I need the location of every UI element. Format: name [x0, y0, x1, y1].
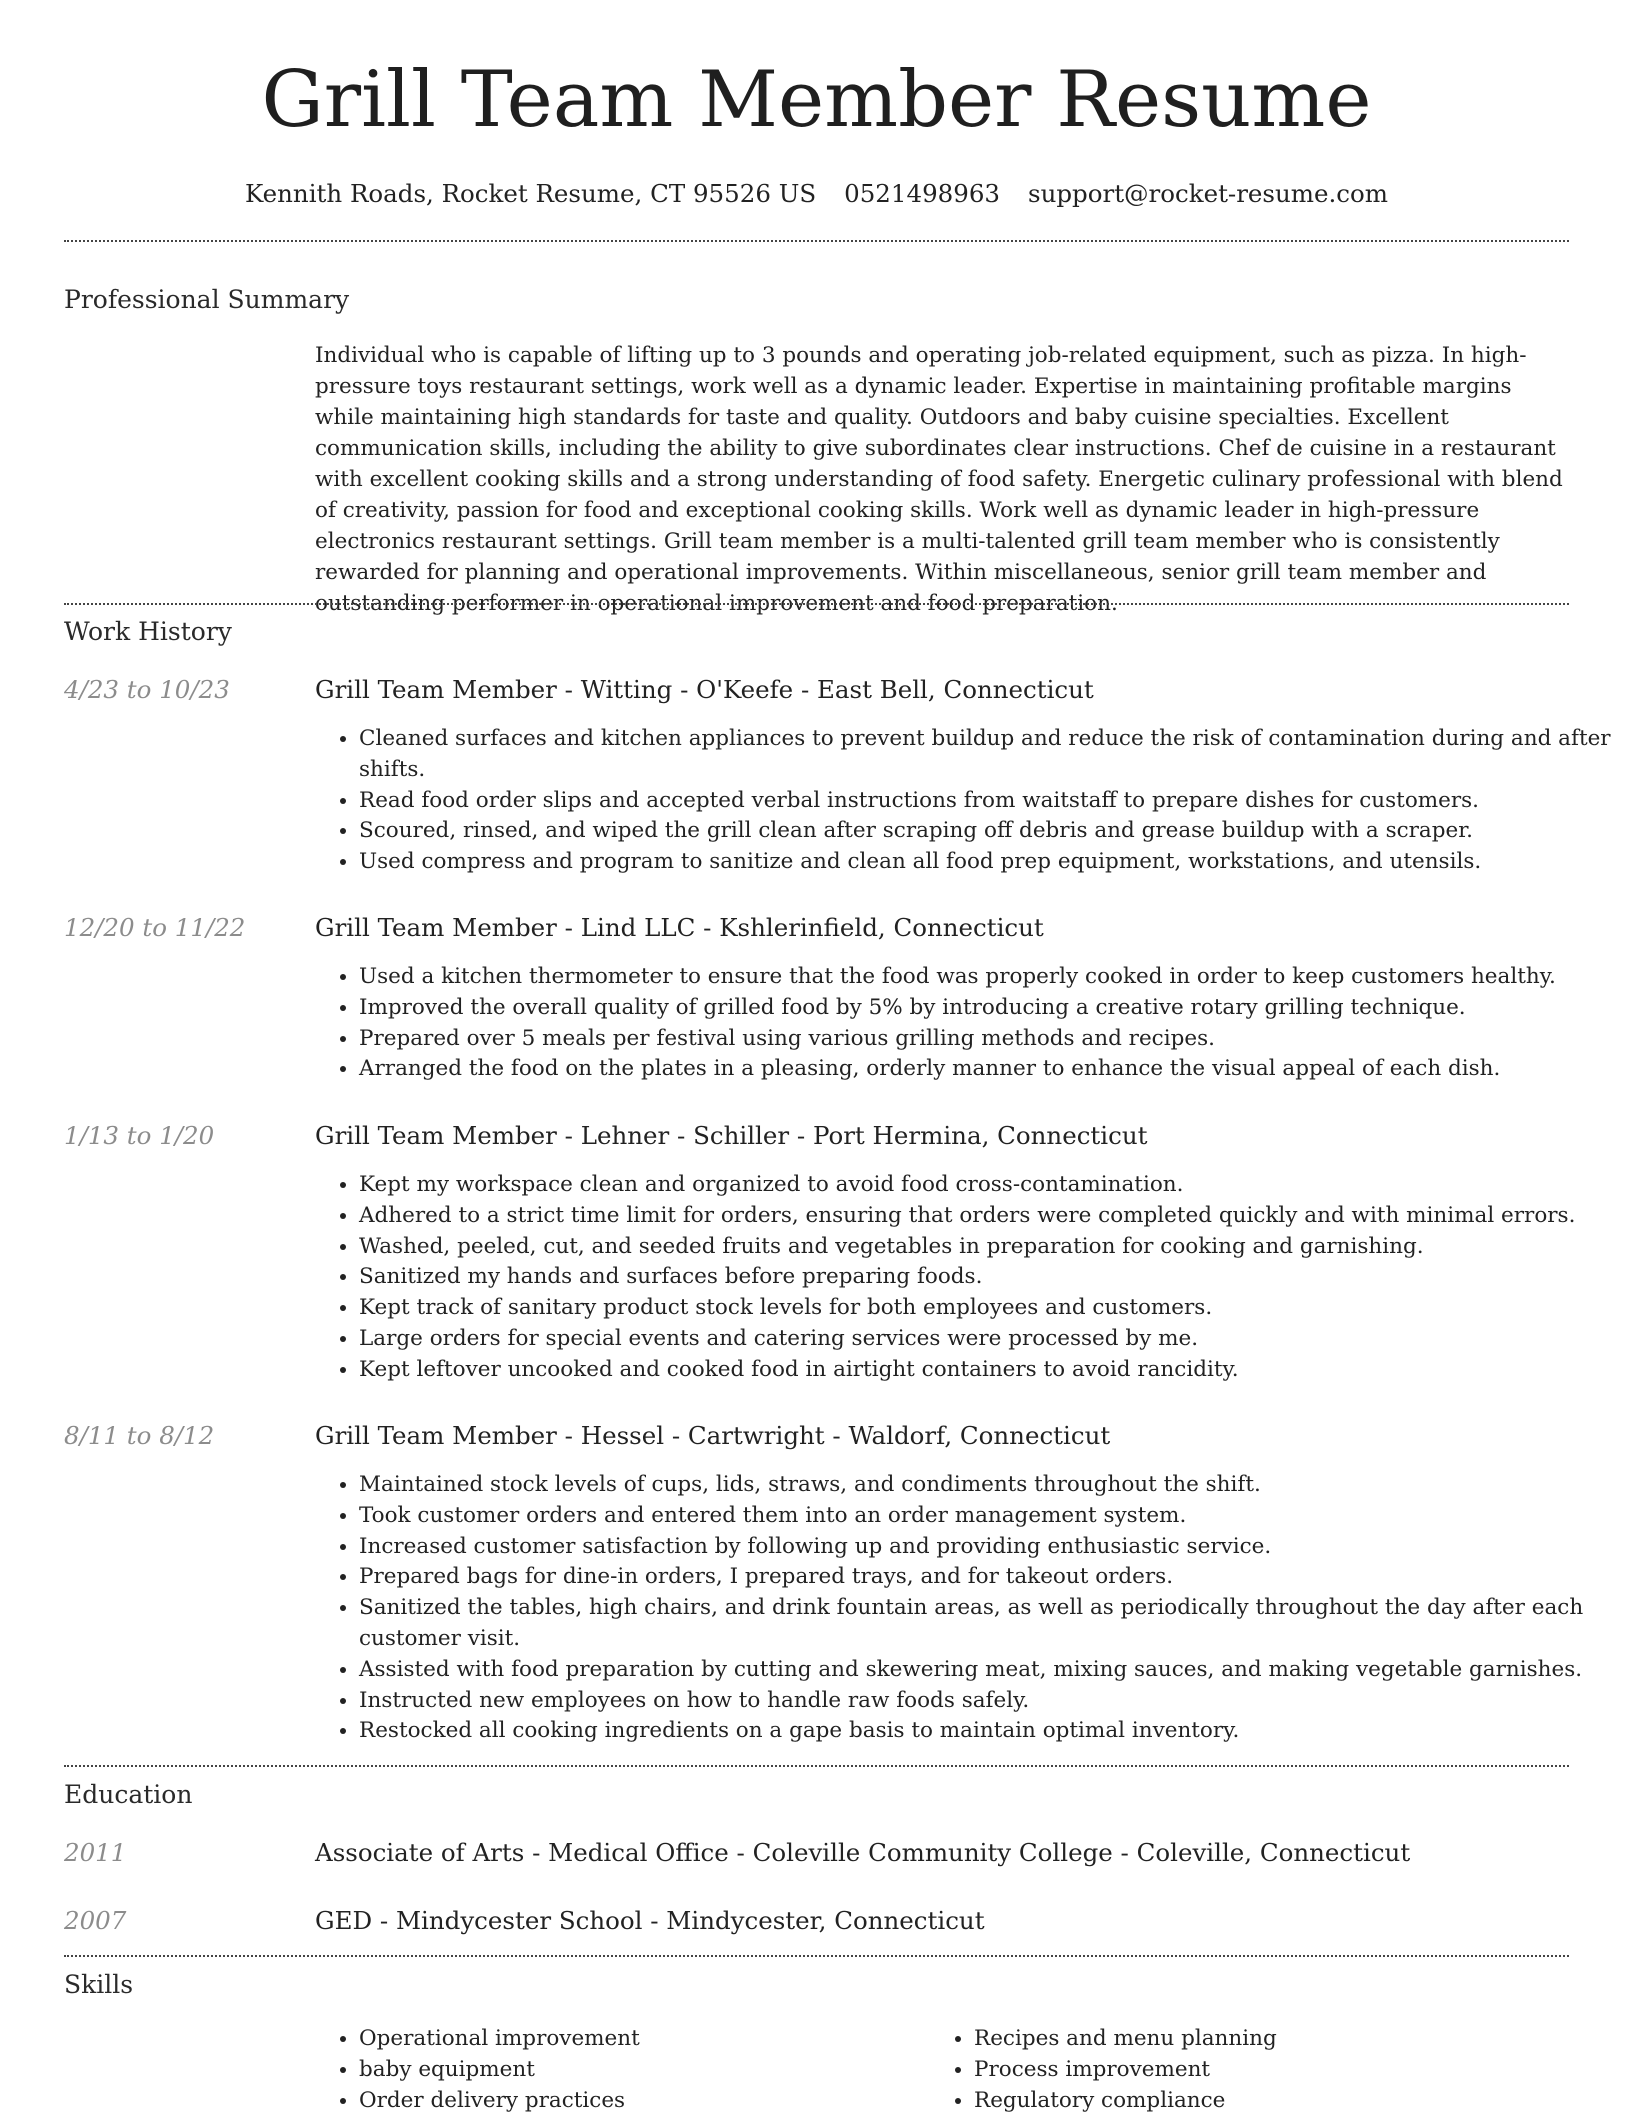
list-item: • Operational improvement — [359, 2024, 949, 2055]
list-item: • Regulatory compliance — [974, 2086, 1564, 2116]
list-item: • Prepared over 5 meals per festival using various grilling methods and recipes. — [359, 1024, 1613, 1055]
skills-list-right — [930, 2024, 1564, 2116]
divider — [64, 240, 1569, 242]
list-item: • Process improvement — [974, 2055, 1564, 2086]
job-bullets — [315, 724, 1613, 878]
divider — [64, 603, 1569, 605]
contact-line — [64, 178, 1569, 210]
list-item: • Sanitized the tables, high chairs, and drink fountain areas, as well as periodically throughout the day after each customer visit. — [359, 1593, 1613, 1655]
resume-page — [64, 0, 1611, 2113]
list-item: • Sanitized my hands and surfaces before preparing foods. — [359, 1262, 1613, 1293]
list-item: • Washed, peeled, cut, and seeded fruits and vegetables in preparation for cooking and garnishing. — [359, 1232, 1613, 1263]
job-title: Grill Team Member - Lehner - Schiller - Port Hermina, Connecticut — [315, 1121, 1148, 1150]
list-item: • Used compress and program to sanitize and clean all food prep equipment, workstations, and utensils. — [359, 847, 1613, 878]
list-item: • Restocked all cooking ingredients on a gape basis to maintain optimal inventory. — [359, 1716, 1613, 1747]
job-title: Grill Team Member - Hessel - Cartwright - Waldorf, Connecticut — [315, 1421, 1111, 1450]
list-item: • Increased customer satisfaction by following up and providing enthusiastic service. — [359, 1532, 1613, 1563]
education-entry: Associate of Arts - Medical Office - Coleville Community College - Coleville, Connecticut — [315, 1838, 1411, 1867]
list-item: • Large orders for special events and catering services were processed by me. — [359, 1324, 1613, 1355]
job-dates: 8/11 to 8/12 — [64, 1421, 215, 1450]
list-item: • Read food order slips and accepted verbal instructions from waitstaff to prepare dishes for customers. — [359, 786, 1613, 817]
list-item: • Arranged the food on the plates in a pleasing, orderly manner to enhance the visual appeal of each dish. — [359, 1054, 1613, 1085]
education-year: 2007 — [64, 1906, 127, 1935]
divider — [64, 1765, 1569, 1767]
list-item: • Kept track of sanitary product stock levels for both employees and customers. — [359, 1293, 1613, 1324]
list-item: • Took customer orders and entered them into an order management system. — [359, 1501, 1613, 1532]
contact-phone: 0521498963 — [844, 179, 1001, 208]
list-item: • Used a kitchen thermometer to ensure that the food was properly cooked in order to keep customers healthy. — [359, 962, 1613, 993]
job-dates: 12/20 to 11/22 — [64, 913, 246, 942]
list-item: • Cleaned surfaces and kitchen appliances to prevent buildup and reduce the risk of contamination during and after shifts. — [359, 724, 1613, 786]
contact-address: Kennith Roads, Rocket Resume, CT 95526 US — [245, 179, 817, 208]
list-item: • Prepared bags for dine-in orders, I prepared trays, and for takeout orders. — [359, 1562, 1613, 1593]
list-item: • Instructed new employees on how to handle raw foods safely. — [359, 1686, 1613, 1717]
list-item: • Improved the overall quality of grilled food by 5% by introducing a creative rotary grilling technique. — [359, 993, 1613, 1024]
job-title: Grill Team Member - Lind LLC - Kshlerinfield, Connecticut — [315, 913, 1044, 942]
contact-email: support@rocket-resume.com — [1028, 179, 1388, 208]
list-item: • Scoured, rinsed, and wiped the grill clean after scraping off debris and grease buildup with a scraper. — [359, 816, 1613, 847]
summary-text: Individual who is capable of lifting up to 3 pounds and operating job-related equipment, such as pizza. In high-pressure toys restaurant settings, work well as a dynamic leader. Expertise in maintaining profitable margins while maintaining high standards for taste and quality. Outdoors and baby cuisine specialties. Excellent communication skills, including the ability to give subordinates clear instructions. Chef de cuisine in a restaurant with excellent cooking skills and a strong understanding of food safety. Energetic culinary professional with blend of creativity, passion for food and exceptional cooking skills. Work well as dynamic leader in high-pressure electronics restaurant settings. Grill team member is a multi-talented grill team member who is consistently rewarded for planning and operational improvements. Within miscellaneous, senior grill team member and outstanding performer in operational improvement and food preparation. — [315, 343, 1563, 616]
education-heading: Education — [64, 1780, 193, 1809]
page-title: Grill Team Member Resume — [261, 55, 1372, 145]
list-item: • Maintained stock levels of cups, lids, straws, and condiments throughout the shift. — [359, 1470, 1613, 1501]
list-item: • Kept leftover uncooked and cooked food in airtight containers to avoid rancidity. — [359, 1355, 1613, 1386]
list-item: • Order delivery practices — [359, 2086, 949, 2116]
job-dates: 1/13 to 1/20 — [64, 1121, 215, 1150]
list-item: • Assisted with food preparation by cutting and skewering meat, mixing sauces, and making vegetable garnishes. — [359, 1655, 1613, 1686]
job-bullets — [315, 1170, 1613, 1386]
education-entry: GED - Mindycester School - Mindycester, Connecticut — [315, 1906, 985, 1935]
job-bullets — [315, 1470, 1613, 1747]
skills-list-left — [315, 2024, 949, 2116]
list-item: • Adhered to a strict time limit for orders, ensuring that orders were completed quickly and with minimal errors. — [359, 1201, 1613, 1232]
job-bullets — [315, 962, 1613, 1085]
divider — [64, 1955, 1569, 1957]
work-history-heading: Work History — [64, 617, 232, 646]
education-year: 2011 — [64, 1838, 127, 1867]
job-title: Grill Team Member - Witting - O'Keefe - East Bell, Connecticut — [315, 675, 1094, 704]
list-item: • Recipes and menu planning — [974, 2024, 1564, 2055]
skills-heading: Skills — [64, 1970, 134, 1999]
summary-heading: Professional Summary — [64, 285, 350, 314]
list-item: • baby equipment — [359, 2055, 949, 2086]
list-item: • Kept my workspace clean and organized to avoid food cross-contamination. — [359, 1170, 1613, 1201]
job-dates: 4/23 to 10/23 — [64, 675, 230, 704]
